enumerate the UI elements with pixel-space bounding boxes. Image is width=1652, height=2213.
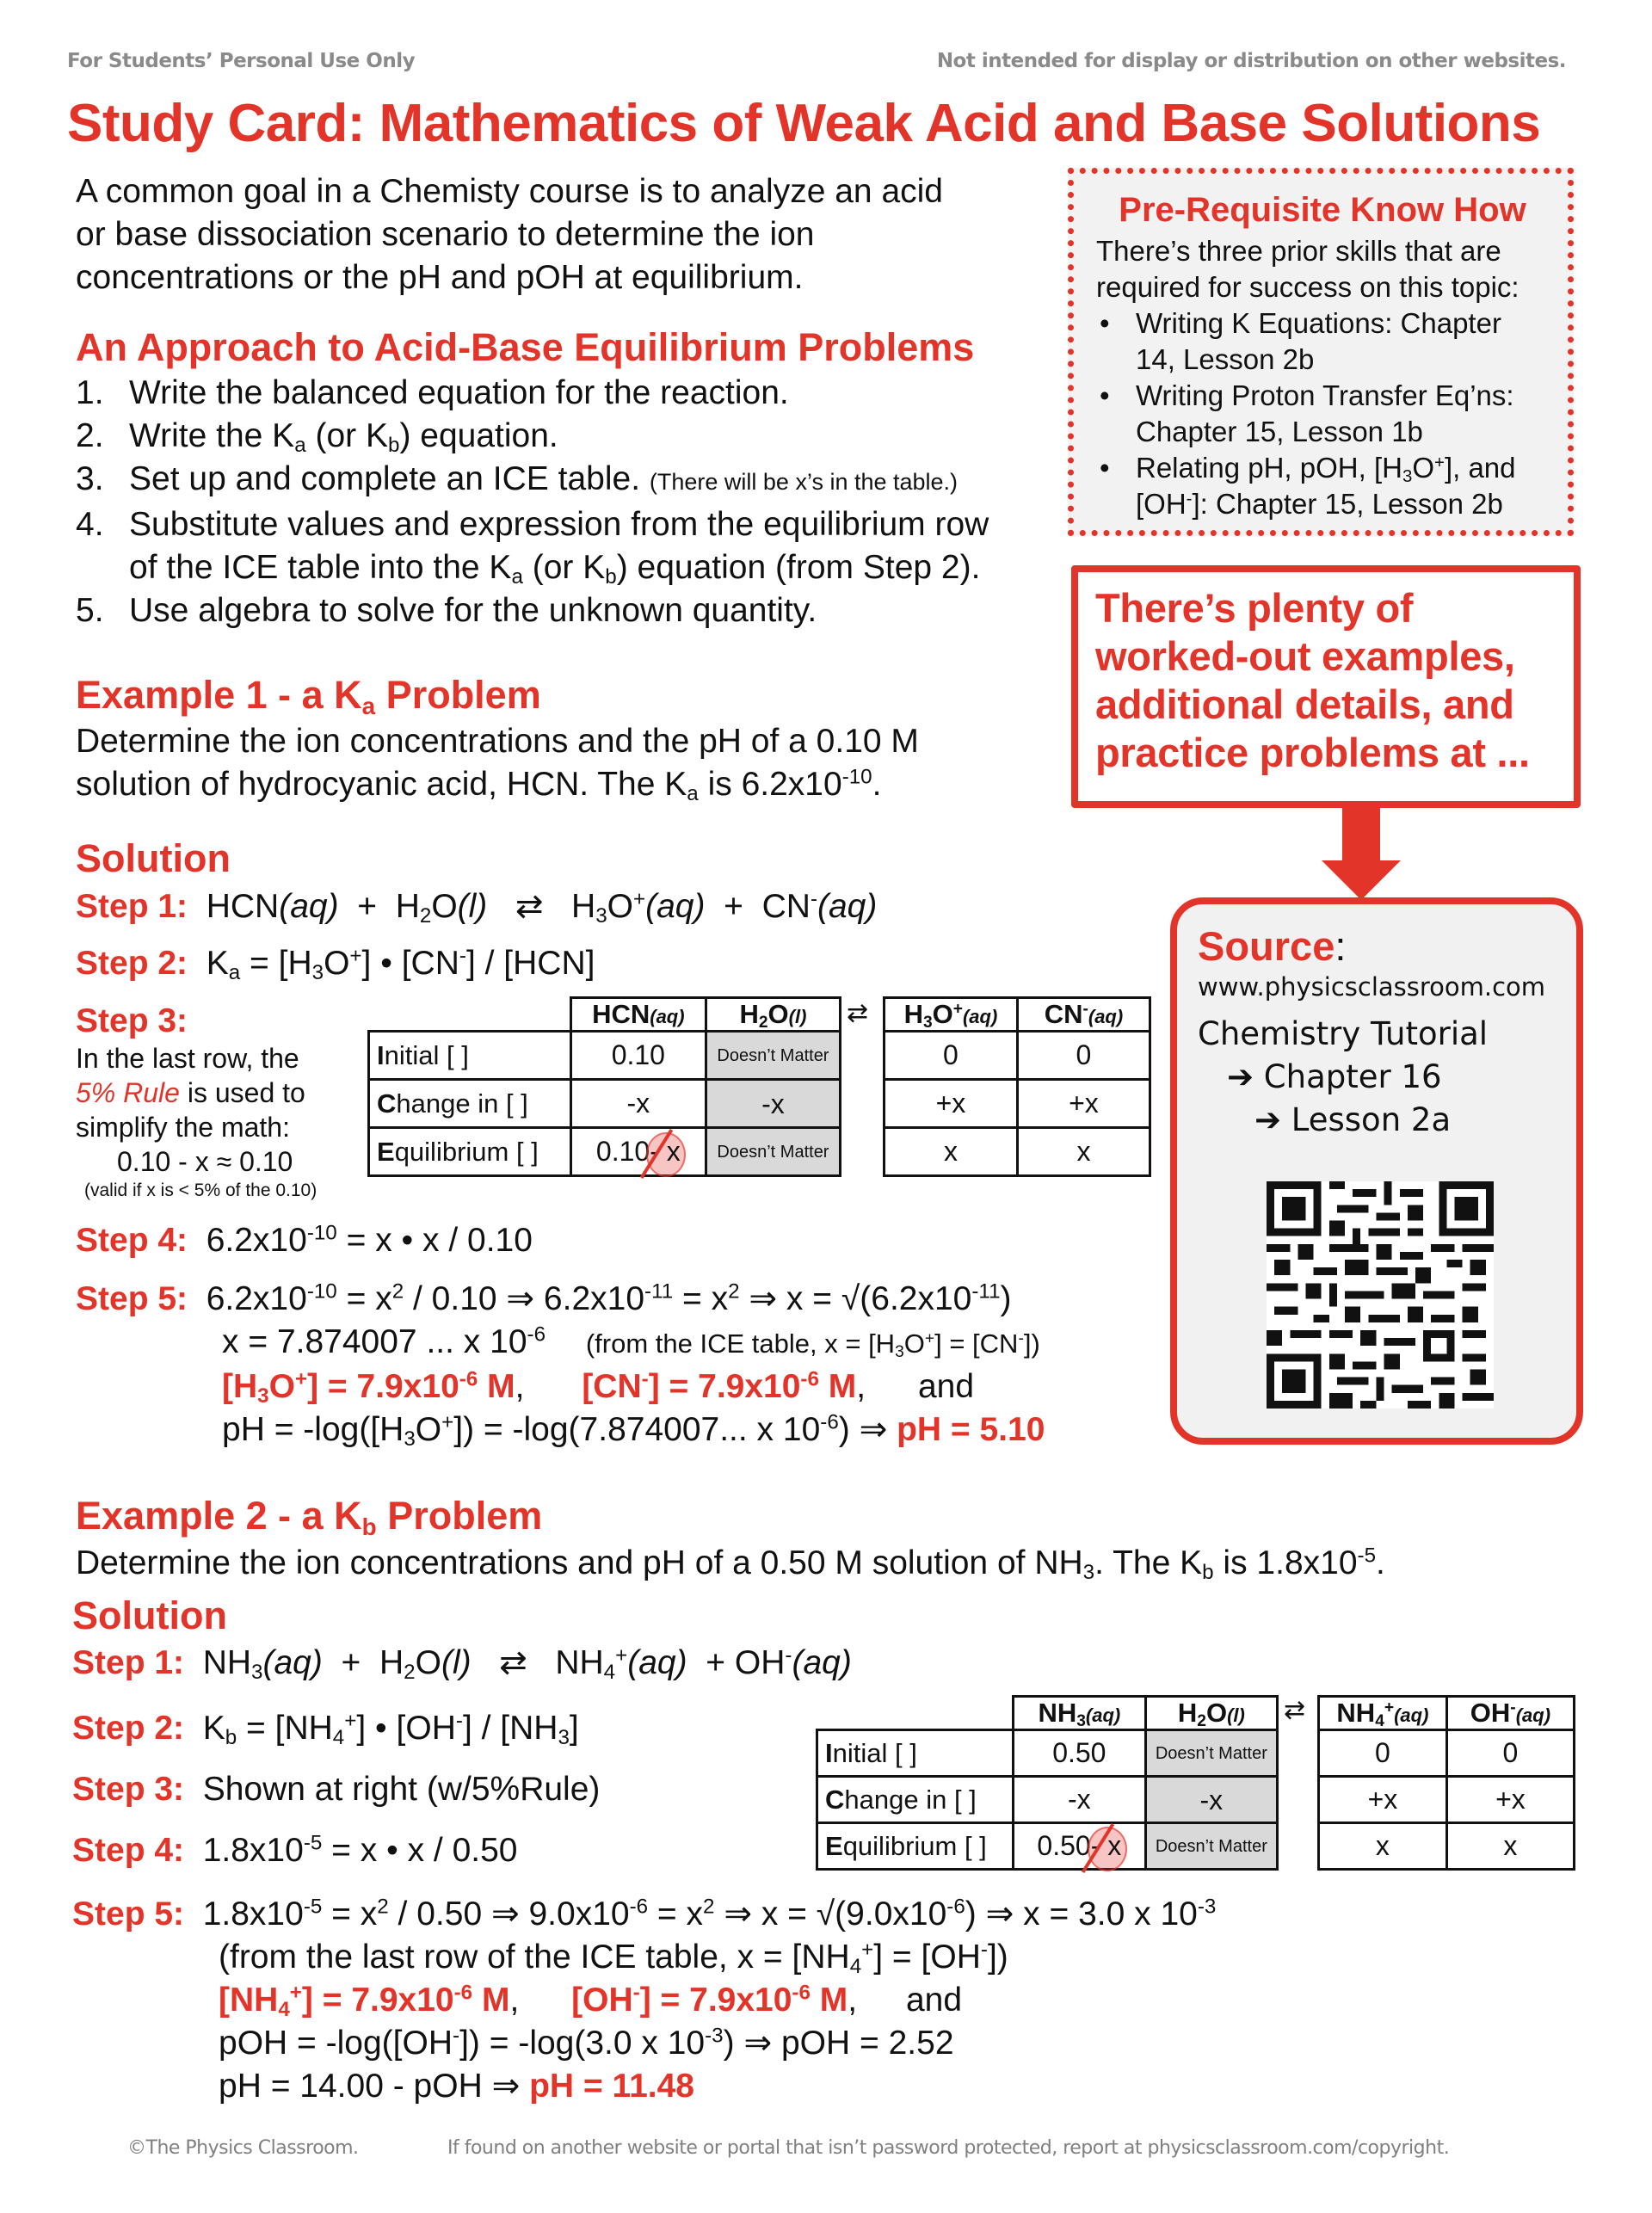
example2-step1: Step 1: $NH_3(aq) + H_2O(l)$ ⇄ $NH_4^+(aq) + OH^-(aq)$ (72, 1643, 852, 1685)
col-header: $H_2O(l)$ (1145, 1697, 1277, 1730)
example2-step2: Step 2: $K_b = [NH_4^+]$ • $[OH^-] / [NH_3]$ (72, 1709, 579, 1750)
callout-line: There’s plenty of (1095, 585, 1414, 631)
approach-step: 3. Set up and complete an ICE table. (There will be x’s in the table.) (76, 460, 959, 497)
copyright-report-notice: If found on another website or portal that isn’t password protected, report at physicsclassroom.com/copyright. (447, 2137, 1450, 2159)
table-row: Initial [ ] 0.50 Doesn’t Matter (817, 1730, 1278, 1777)
example1-step4: Step 4: $6.2x10^{-10} = x$ • x / 0.10 (76, 1221, 533, 1259)
example1-solution-heading: Solution (76, 836, 231, 880)
chapter-link[interactable]: ➔ Chapter 16 (1227, 1058, 1442, 1095)
ph-result: pH = 5.10 (897, 1411, 1045, 1448)
approach-step: 5. Use algebra to solve for the unknown quantity. (76, 592, 817, 629)
example1-step1: Step 1: $HCN(aq) + H_2O(l)$ ⇄ $H_3O^+(aq) + CN^-(aq)$ (76, 887, 878, 928)
example2-step4: Step 4: $1.8x10^{-5} = x$ • x / 0.50 (72, 1831, 518, 1869)
page-title: Study Card: Mathematics of Weak Acid and Base Solutions (67, 94, 1541, 153)
intro-line: concentrations or the pH and pOH at equilibrium. (76, 259, 804, 296)
example1-description: Determine the ion concentrations and the pH of a 0.10 M solution of hydrocyanic acid, HCN. The $K_a$ is $6.2x10^{-10}$. (76, 723, 919, 806)
equilibrium-arrow-icon: ⇄ (499, 1644, 527, 1681)
col-header: $NH_4^+(aq)$ (1319, 1697, 1447, 1730)
callout-line: additional details, and (1095, 681, 1514, 727)
example2-solution-heading: Solution (72, 1593, 227, 1637)
resources-callout (1071, 565, 1581, 808)
equilibrium-arrow-icon: ⇄ (847, 999, 869, 1027)
ice-table-2-reactants (816, 1695, 1279, 1871)
table-row: Initial [ ] 0.10 Doesn’t Matter (369, 1032, 841, 1080)
approach-step: 1. Write the balanced equation for the reaction. (76, 374, 789, 411)
example2-heading: Example 2 - a $K_b$ Problem (76, 1494, 543, 1540)
intro-line: or base dissociation scenario to determine the ion (76, 216, 815, 253)
callout-line: worked-out examples, (1095, 633, 1515, 679)
example1-step5: Step 5: $6.2x10^{-10} = x^2 / 0.10$ ⇒ $6.2x10^{-11} = x^2$ ⇒ $x = √(6.2x10^{-11})$ x = 7.874007 ... x $10^{-6}$ (from the ICE table, $x = [H_3O^+] = [CN^-]$) $[H_3O^+] = 7.9x10^{-6}$ M, $[CN^-] = 7.9x10^{-6}$ M, and pH = $-\log([H_3O^+]) = -\log(7.874007$... x $10^{-6}$) ⇒ pH = 5.10 (76, 1279, 1045, 1452)
col-header: $H_2O(l)$ (706, 998, 840, 1032)
table-row: Change in [ ] -x -x (817, 1777, 1278, 1823)
source-title: Source: (1198, 923, 1347, 969)
equilibrium-arrow-icon: ⇄ (515, 888, 544, 925)
approach-step: 2. Write the $K_a$ (or $K_b$) equation. (76, 417, 558, 458)
example2-step5: Step 5: $1.8x10^{-5} = x^2 / 0.50$ ⇒ $9.0x10^{-6} = x^2$ ⇒ $x = √(9.0x10^{-6})$ ⇒ x = 3.0 x $10^{-3}$ (from the last row of the ICE table, $x = [NH_4^+] = [OH^-]$) $[NH_4^+] = 7.9x10^{-6}$ M, $[OH^-] = 7.9x10^{-6}$ M, and pOH = -log([OH-]) = -log(3.0 x $10^{-3}$) ⇒ pOH = 2.52 pH = 14.00 - pOH ⇒ pH = 11.48 (72, 1895, 1217, 2105)
col-header: $NH_3(aq)$ (1013, 1697, 1145, 1730)
source-url[interactable]: www.physicsclassroom.com (1198, 972, 1546, 1002)
table-row: +x +x (1319, 1777, 1575, 1823)
down-arrow-icon (1342, 808, 1380, 861)
table-row: 0 0 (885, 1032, 1150, 1080)
copyright-notice: ©The Physics Classroom. (127, 2137, 359, 2159)
prerequisite-item: • Relating pH, pOH, $[H_3O^+]$, and [OH-]: Chapter 15, Lesson 2b (1096, 450, 1549, 522)
usage-note: For Students’ Personal Use Only (67, 50, 416, 72)
callout-line: practice problems at ... (1095, 730, 1530, 775)
table-row: +x +x (885, 1080, 1150, 1128)
ice-table-1-reactants (367, 996, 841, 1177)
prerequisite-item: • Writing K Equations: Chapter 14, Lesson 2b (1096, 305, 1549, 378)
example1-heading: Example 1 - a $K_a$ Problem (76, 673, 541, 719)
prerequisite-list (1096, 305, 1549, 522)
ice-table-1-products (883, 996, 1151, 1177)
prerequisite-title: Pre-Requisite Know How (1119, 191, 1526, 229)
col-header: $H_3O^+(aq)$ (885, 998, 1018, 1032)
approach-steps (76, 372, 989, 632)
approach-step: 4. Substitute values and expression from the equilibrium row of the ICE table into the $K_a$ (or $K_b$) equation (from Step 2). (76, 506, 989, 589)
example2-description: Determine the ion concentrations and pH of a 0.50 M solution of $NH_3$. The $K_b$ is $1.8x10^{-5}$. (76, 1544, 1385, 1585)
table-row: x x (885, 1128, 1150, 1176)
distribution-note: Not intended for display or distribution on other websites. (936, 50, 1566, 72)
approach-heading: An Approach to Acid-Base Equilibrium Problems (76, 325, 975, 369)
struck-term: - x (1091, 1830, 1122, 1862)
intro-line: A common goal in a Chemisty course is to analyze an acid (76, 173, 944, 210)
prerequisite-intro: There’s three prior skills that are required for success on this topic: (1096, 235, 1519, 303)
table-row: Equilibrium [ ] 0.10 - x Doesn’t Matter (369, 1128, 841, 1176)
example1-step3-note: Step 3: In the last row, the 5% Rule is used to simplify the math: 0.10 - x ≈ 0.10 (valid if x is < 5% of the 0.10) (76, 1002, 317, 1200)
arrow-right-icon: ➔ (1254, 1101, 1282, 1138)
example2-step3: Step 3: Shown at right (w/5%Rule) (72, 1771, 601, 1808)
example1-step2: Step 2: $K_a = [H_3O^+]$ • [CN-] / [HCN] (76, 944, 595, 985)
col-header: OH-(aq) (1446, 1697, 1574, 1730)
table-row: Equilibrium [ ] 0.50 - x Doesn’t Matter (817, 1823, 1278, 1870)
ice-table-2-products (1317, 1695, 1575, 1871)
lesson-link[interactable]: ➔ Lesson 2a (1254, 1101, 1452, 1138)
table-row: Change in [ ] -x -x (369, 1080, 841, 1128)
prerequisite-box (1068, 168, 1574, 536)
table-row: x x (1319, 1823, 1575, 1870)
qr-code-icon[interactable] (1267, 1181, 1494, 1409)
source-box (1170, 897, 1583, 1445)
arrow-right-icon: ➔ (1227, 1058, 1254, 1095)
col-header: HCN(aq) (570, 998, 706, 1032)
ph-result: pH = 11.48 (529, 2068, 694, 2105)
prerequisite-item: • Writing Proton Transfer Eq’ns: Chapter 15, Lesson 1b (1096, 378, 1549, 450)
col-header: CN-(aq) (1017, 998, 1150, 1032)
tutorial-name: Chemistry Tutorial (1198, 1015, 1489, 1052)
down-arrow-head-icon (1322, 860, 1401, 900)
table-row: 0 0 (1319, 1730, 1575, 1777)
equilibrium-arrow-icon: ⇄ (1284, 1696, 1306, 1724)
struck-term: - x (650, 1136, 681, 1168)
intro-paragraph (76, 170, 1057, 299)
